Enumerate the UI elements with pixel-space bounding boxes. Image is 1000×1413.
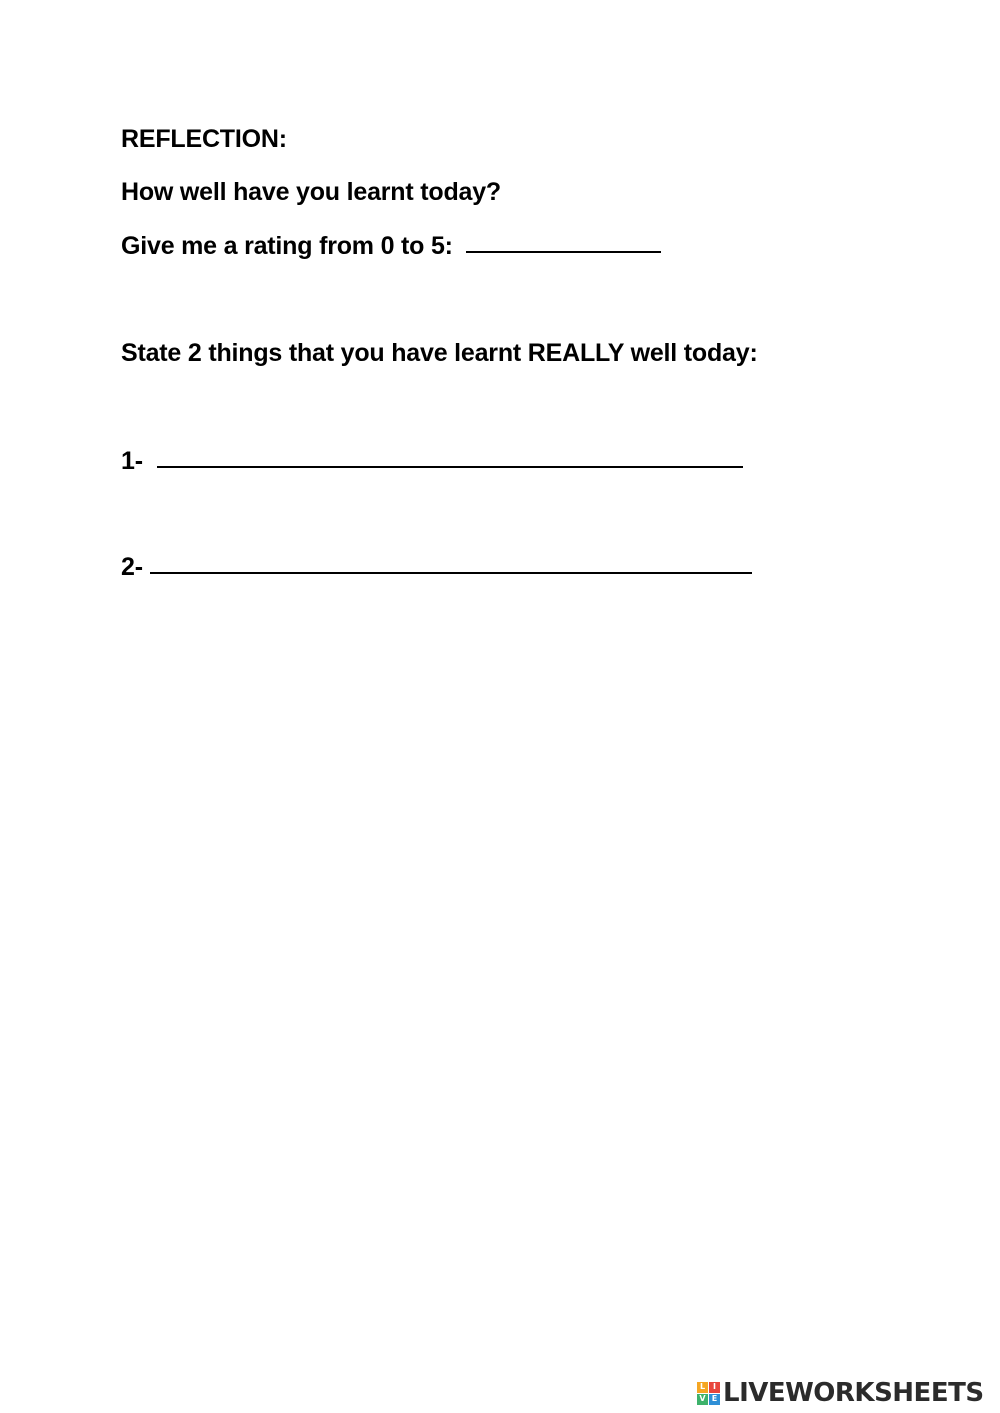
answer-row-2 — [121, 552, 752, 582]
rating-row — [121, 231, 661, 261]
item-2-label: 2- — [121, 553, 143, 581]
liveworksheets-logo — [697, 1379, 984, 1407]
logo-cell: I — [709, 1382, 720, 1393]
item-1-label: 1- — [121, 447, 143, 475]
item-1-input[interactable] — [157, 451, 743, 473]
logo-cell: L — [697, 1382, 708, 1393]
rating-input[interactable] — [466, 236, 661, 258]
reflection-heading: REFLECTION: — [121, 125, 287, 153]
logo-text: LIVEWORKSHEETS — [723, 1378, 984, 1408]
item-2-blank — [150, 552, 752, 574]
item-2-input[interactable] — [150, 557, 752, 579]
answer-row-1 — [121, 446, 743, 476]
rating-prompt: Give me a rating from 0 to 5: — [121, 232, 453, 260]
item-1-blank — [157, 446, 743, 468]
state-prompt: State 2 things that you have learnt REALLY well today: — [121, 339, 758, 367]
live-grid-icon — [697, 1382, 720, 1405]
logo-cell: V — [697, 1394, 708, 1405]
rating-blank — [466, 231, 661, 253]
logo-cell: E — [709, 1394, 720, 1405]
question-text: How well have you learnt today? — [121, 178, 501, 206]
